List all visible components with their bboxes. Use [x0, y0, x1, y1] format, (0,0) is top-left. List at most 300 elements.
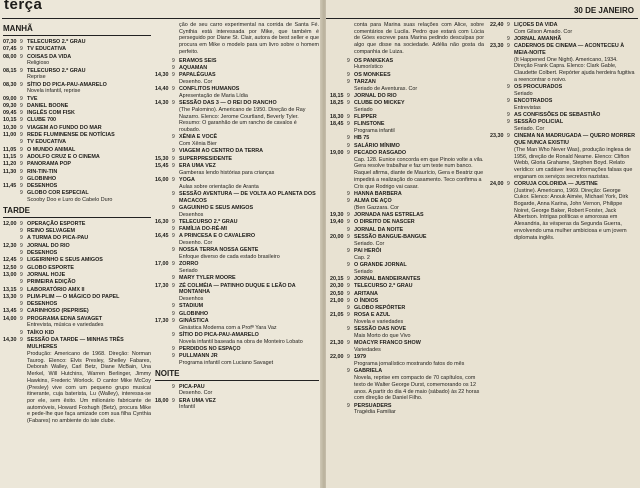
listing-entry — [3, 176, 151, 183]
listing-body — [27, 147, 151, 154]
listing-title: CADERNOS DE CINEMA — ACONTECEU À MEIA-NOITE — [514, 43, 625, 56]
listing-description: Apresentação de Maria Lídia — [179, 92, 248, 99]
listing-body — [27, 228, 151, 235]
channel-number: 9 — [20, 235, 23, 242]
listing-description: Mais Morto do que Vivo — [354, 333, 411, 340]
channel-number: 9 — [20, 190, 23, 197]
listing-body — [27, 82, 151, 95]
listing-title: STADIUM — [179, 303, 204, 310]
listing-entry — [330, 298, 484, 305]
channel-number: 9 — [20, 39, 23, 45]
listing-entry — [155, 163, 319, 176]
listing-time — [330, 326, 347, 339]
listing-entry — [330, 234, 484, 247]
listing-entry — [330, 227, 484, 234]
channel-number: 9 — [347, 305, 350, 312]
channel-number: 9 — [172, 282, 175, 289]
listing-entry — [3, 308, 151, 315]
listing-body — [27, 169, 151, 176]
listing-body — [514, 22, 636, 35]
listing-time — [3, 235, 20, 242]
listing-body — [514, 181, 636, 241]
channel-number: 9 — [507, 180, 510, 187]
listing-time: 10,15 — [3, 117, 17, 124]
listing-entry — [155, 303, 319, 310]
channel-number: 9 — [347, 312, 350, 319]
listing-entry — [3, 103, 151, 110]
listing-time: 20,50 — [330, 290, 344, 297]
listing-entry — [3, 169, 151, 176]
listing-time: 19,40 — [330, 219, 344, 226]
listing-body — [354, 291, 484, 298]
listing-time — [155, 58, 172, 65]
channel-number: 9 — [20, 153, 23, 160]
listing-time: 18,00 — [155, 397, 169, 404]
listing-title: PLIM-PLIM — O MÁGICO DO PAPEL — [27, 293, 120, 300]
listing-body — [179, 148, 319, 155]
listing-entry — [330, 312, 484, 325]
listing-body — [27, 301, 151, 308]
listing-title: GLOBINHO — [27, 175, 57, 182]
listing-title: JORNAL HOJE — [27, 271, 66, 278]
listing-entry — [330, 354, 484, 367]
listing-title: TV EDUCATIVA — [27, 46, 67, 53]
listing-title: PANORAMA POP — [27, 161, 72, 168]
listing-description: Desenho. Cor — [179, 78, 213, 85]
channel-number: 9 — [347, 114, 350, 121]
listing-time: 14,30 — [155, 100, 169, 107]
listing-time: 20,15 — [330, 276, 344, 282]
listing-title: SÍTIO DO PICA-PAU-AMARELO — [179, 332, 259, 338]
channel-number: 9 — [347, 71, 350, 78]
channel-number: 9 — [20, 161, 23, 168]
channel-number: 9 — [172, 332, 175, 338]
listing-entry — [155, 58, 319, 65]
listing-time — [490, 112, 507, 119]
channel-number: 9 — [507, 43, 510, 50]
column-right-1 — [330, 22, 484, 488]
listing-body — [179, 398, 319, 411]
listing-body — [27, 337, 151, 350]
channel-number: 9 — [20, 301, 23, 308]
channel-number: 9 — [20, 81, 23, 88]
listing-title: SÍTIO DO PICA-PAU-AMARELO — [27, 81, 107, 88]
listing-title: SESSÃO DA TARDE — MINHAS TRÊS MULHERES — [27, 337, 124, 350]
listing-time: 18,15 — [330, 92, 344, 99]
listing-title: PERDIDOS NO ESPAÇO — [179, 346, 241, 352]
listing-body — [179, 303, 319, 310]
channel-number: 9 — [172, 86, 175, 93]
listing-title: REDE FLUMINENSE DE NOTÍCIAS — [27, 132, 115, 139]
listing-description: Ginástica Moderna com a Profª Yara Vaz — [179, 324, 277, 331]
channel-number: 9 — [347, 402, 350, 409]
listing-title: JORNAL BANDEIRANTES — [354, 276, 421, 282]
listing-description: Scooby Doo e Luro do Cabelo Duro — [27, 197, 113, 204]
listing-body — [354, 354, 484, 367]
listing-body — [27, 132, 151, 139]
channel-number: 9 — [20, 183, 23, 190]
channel-number: 9 — [347, 368, 350, 375]
listing-title: ALMA DE AÇO — [354, 198, 392, 205]
listing-entry — [330, 326, 484, 339]
listing-time: 21,05 — [330, 312, 344, 319]
channel-number: 9 — [347, 92, 350, 99]
listing-body — [354, 191, 484, 198]
listing-description: Aulas sobre orientação de Aranta — [179, 183, 259, 190]
listing-time — [330, 198, 347, 211]
listing-description: Novela infantil, reprise — [27, 88, 81, 95]
listing-body — [354, 248, 484, 261]
listing-body — [179, 353, 319, 366]
listing-description: Enfoque diverso de cada estado brasileiro — [179, 254, 280, 261]
listing-description: Variedades — [354, 347, 381, 354]
channel-number: 9 — [172, 218, 175, 225]
listing-time: 09,45 — [3, 110, 17, 117]
listing-body — [354, 150, 484, 190]
listing-title: TVE — [27, 95, 38, 102]
listing-time: 15,45 — [155, 162, 169, 169]
channel-number: 9 — [20, 228, 23, 235]
page-date: 30 DE JANEIRO — [573, 6, 634, 15]
listing-body — [179, 65, 319, 72]
channel-number: 9 — [20, 264, 23, 271]
listing-body — [27, 257, 151, 264]
channel-number: 9 — [347, 212, 350, 219]
section-noite: NOITE — [155, 369, 319, 381]
listing-entry — [3, 161, 151, 168]
listing-body — [354, 368, 484, 402]
listing-title: FLIPPER — [354, 114, 377, 121]
listing-body — [354, 198, 484, 211]
listing-title: MARY TYLER MOORE — [179, 275, 236, 282]
listing-body — [354, 135, 484, 142]
channel-number: 9 — [347, 297, 350, 304]
listing-title: RIN-TIN-TIN — [27, 168, 58, 175]
listing-title: DESENHOS — [27, 250, 58, 257]
listing-body — [354, 72, 484, 79]
listing-entry — [155, 346, 319, 353]
listing-entry — [3, 250, 151, 257]
listing-time — [330, 305, 347, 312]
listing-entry — [3, 272, 151, 279]
listing-entry — [330, 340, 484, 353]
listing-entry — [490, 98, 636, 111]
listing-time: 23,30 — [490, 43, 504, 50]
listing-body — [179, 261, 319, 274]
listing-entry — [155, 398, 319, 411]
channel-number: 9 — [172, 190, 175, 197]
listing-time: 17,00 — [155, 261, 169, 268]
listing-title: TELECURSO 2.º GRAU — [27, 39, 86, 45]
listing-body — [27, 161, 151, 168]
listing-description: Com Xênia Bier — [179, 140, 217, 147]
listing-entry — [3, 125, 151, 132]
listing-body — [27, 176, 151, 183]
channel-number: 9 — [20, 279, 23, 286]
listing-time: 22,40 — [490, 22, 504, 28]
channel-number: 9 — [172, 204, 175, 211]
channel-number: 9 — [347, 190, 350, 197]
channel-number: 9 — [172, 72, 175, 79]
listing-title: ROSA E AZUL — [354, 312, 391, 319]
listing-title: VIAGEM AO FUNDO DO MAR — [27, 124, 102, 131]
channel-number: 9 — [20, 220, 23, 227]
listing-body — [354, 298, 484, 305]
header-rule — [2, 18, 320, 19]
listing-entry — [330, 219, 484, 226]
listing-title: DESENHOS — [27, 301, 58, 308]
listing-title: SESSÃO AVENTURA — DE VOLTA AO PLANETA DOS MACACOS — [179, 190, 316, 204]
listing-title: JORNAL DO RIO — [354, 92, 397, 99]
channel-number: 9 — [172, 64, 175, 71]
listing-entry — [3, 46, 151, 53]
listing-time — [3, 190, 20, 203]
listing-body — [354, 326, 484, 339]
channel-number: 9 — [20, 53, 23, 60]
listing-entry — [330, 262, 484, 275]
listing-time: 08,00 — [3, 53, 17, 60]
listing-body — [179, 86, 319, 99]
listing-title: FAMÍLIA DO-RÉ-MI — [179, 226, 228, 233]
listing-body — [354, 58, 484, 71]
listing-description: Novela e variedades — [354, 319, 404, 326]
listing-entry — [330, 248, 484, 261]
listing-body — [354, 219, 484, 226]
listing-time — [3, 279, 20, 286]
channel-number: 9 — [347, 290, 350, 297]
listing-entry — [490, 22, 636, 35]
listing-body — [27, 272, 151, 279]
listing-title: CLUBE DO MICKEY — [354, 100, 405, 107]
channel-number: 9 — [20, 146, 23, 153]
listing-time — [155, 275, 172, 282]
listing-body — [27, 287, 151, 294]
listing-title: TARZAN — [354, 78, 376, 85]
listing-entry — [3, 139, 151, 146]
listing-body — [354, 93, 484, 100]
channel-number: 9 — [347, 135, 350, 142]
listing-entry — [490, 181, 636, 241]
listing-time: 13,30 — [3, 293, 17, 300]
listing-title: PICA-PAU — [179, 383, 205, 390]
column-right-2 — [490, 22, 636, 488]
listing-title: TELECURSO 2.º GRAU — [354, 283, 413, 290]
listing-description: Gamberas lendo histórias para crianças — [179, 169, 275, 176]
listing-time: 19,00 — [330, 150, 344, 156]
listing-title: O MUNDO ANIMAL — [27, 146, 76, 153]
listing-entry — [155, 226, 319, 233]
channel-number: 9 — [347, 57, 350, 64]
listing-time — [3, 139, 20, 146]
listing-time — [490, 36, 507, 43]
listing-entry — [330, 191, 484, 198]
listing-entry — [155, 65, 319, 72]
channel-number: 9 — [347, 326, 350, 333]
listing-description: Seriado — [354, 106, 373, 113]
listing-body — [514, 84, 636, 97]
listing-entry — [155, 261, 319, 274]
listing-description: Com Gilson Amado. Cor — [514, 28, 573, 35]
listing-description: Cap. 2 — [354, 254, 370, 261]
channel-number: 9 — [347, 198, 350, 205]
listing-description: Seriado. Cor — [354, 240, 385, 247]
listing-description: (Ben Gazzara. Cor — [354, 204, 399, 211]
listing-title: ERA UMA VEZ — [179, 397, 216, 404]
listing-description: Seriado. Cor — [514, 126, 545, 133]
listing-entry — [3, 154, 151, 161]
listing-description: Seriado — [179, 268, 198, 275]
listing-entry — [155, 332, 319, 345]
listing-body — [514, 43, 636, 83]
listing-time: 08,30 — [3, 81, 17, 88]
listing-body — [514, 119, 636, 132]
listing-body — [27, 308, 151, 315]
listing-title: AS CONFISSÕES DE SEBASTIÃO — [514, 112, 601, 119]
listing-entry — [490, 112, 636, 119]
channel-number: 9 — [507, 133, 510, 140]
listing-body — [514, 133, 636, 180]
channel-number: 9 — [172, 155, 175, 162]
listing-title: O GRANDE JORNAL — [354, 262, 407, 268]
channel-number: 9 — [347, 340, 350, 347]
listing-entry — [3, 279, 151, 286]
listing-body — [27, 279, 151, 286]
listing-time: 23,30 — [490, 133, 504, 140]
listing-title: GABRIELA — [354, 368, 383, 375]
listing-time: 14,00 — [3, 315, 17, 322]
listing-body — [354, 227, 484, 234]
listing-time: 17,30 — [155, 282, 169, 289]
listing-entry — [330, 305, 484, 312]
listing-body — [27, 265, 151, 272]
listing-time — [155, 205, 172, 218]
listing-title: DESENHOS — [27, 183, 58, 190]
listing-body — [27, 139, 151, 146]
listing-body — [354, 312, 484, 325]
listing-time — [3, 301, 20, 308]
channel-number: 9 — [172, 176, 175, 183]
listing-title: TELECURSO 2.º GRAU — [27, 67, 86, 74]
listing-title: OS PROCURADOS — [514, 84, 563, 91]
listing-entry — [330, 150, 484, 190]
listing-time: 13,00 — [3, 271, 17, 278]
channel-number: 9 — [20, 315, 23, 322]
listing-body — [179, 177, 319, 190]
listing-description: Seriado de Aventuras. Cor — [354, 85, 418, 92]
listing-body — [179, 191, 319, 204]
listing-title: LABORATÓRIO AMX II — [27, 286, 85, 293]
channel-number: 9 — [347, 234, 350, 240]
channel-number: 9 — [20, 67, 23, 74]
listing-time: 12,00 — [3, 220, 17, 227]
listing-time: 14,30 — [155, 72, 169, 79]
channel-number: 9 — [347, 262, 350, 268]
listing-title: ERA UMA VEZ — [179, 162, 216, 169]
listing-entry — [330, 403, 484, 416]
listing-title: OS PANKEKAS — [354, 57, 394, 64]
listing-description: (The Man Who Never Was), produção inglesa de 1956, direção de Ronald Neame. Elenco: Clifton Webb, Gloria Grahame, Stephen Boyd. Relato verídico: um cadáver leva informações falsas que enganam os serviços secretos nazistas. — [514, 146, 633, 180]
listing-time — [3, 228, 20, 235]
listing-time — [330, 191, 347, 198]
listing-time — [155, 384, 172, 397]
listing-title: GINÁSTICA — [179, 318, 209, 324]
listing-title: VIAGEM AO CENTRO DA TERRA — [179, 148, 264, 155]
listing-body — [179, 275, 319, 282]
listing-time: 20,30 — [330, 283, 344, 290]
listing-entry — [3, 294, 151, 301]
listing-title: OS MONKEES — [354, 71, 391, 78]
channel-number: 9 — [172, 233, 175, 240]
channel-number: 9 — [20, 95, 23, 102]
listing-title: ERAMOS SEIS — [179, 57, 217, 64]
channel-number: 9 — [172, 247, 175, 254]
listing-entry — [155, 311, 319, 318]
channel-number: 9 — [20, 286, 23, 293]
listing-entry — [490, 119, 636, 132]
channel-number: 9 — [347, 78, 350, 85]
listing-time — [330, 227, 347, 234]
listing-body — [179, 156, 319, 163]
channel-number: 9 — [172, 346, 175, 352]
listing-title: ZÉ COLMÉIA — PATINHO DUQUE E LEÃO DA MONTANHA — [179, 282, 296, 296]
listing-title: GLOBO ESPORTE — [27, 264, 75, 271]
listing-time: 11,30 — [3, 168, 17, 175]
listing-body — [354, 403, 484, 416]
afternoon-list — [155, 58, 319, 367]
listing-entry — [330, 72, 484, 79]
channel-number: 9 — [20, 124, 23, 131]
listing-time: 19,30 — [330, 212, 344, 219]
listing-entry — [3, 110, 151, 117]
listing-title: SALÁRIO MÍNIMO — [354, 142, 400, 149]
channel-number: 9 — [172, 261, 175, 268]
listing-time — [155, 226, 172, 233]
listing-entry — [155, 233, 319, 246]
listing-title: AQUAMAN — [179, 64, 208, 71]
listing-time: 09,00 — [3, 95, 17, 102]
listing-entry — [330, 121, 484, 134]
listing-description: Novela infantil baseada na obra de Monteiro Lobato — [179, 338, 303, 345]
listing-body — [354, 121, 484, 134]
listing-body — [179, 311, 319, 318]
listing-time: 17,30 — [155, 318, 169, 324]
listing-description: Infantil — [179, 404, 195, 411]
listing-entry — [330, 368, 484, 402]
listing-entry — [3, 183, 151, 190]
channel-number: 9 — [20, 242, 23, 249]
channel-number: 9 — [20, 337, 23, 344]
listing-time — [3, 330, 20, 337]
listing-entry — [330, 93, 484, 100]
listing-time: 12,30 — [3, 242, 17, 249]
listing-title: COISAS DA VIDA — [27, 53, 72, 60]
listing-body — [27, 330, 151, 337]
listing-entry — [3, 117, 151, 124]
listing-title: CONFLITOS HUMANOS — [179, 86, 240, 93]
listing-entry — [3, 132, 151, 139]
listing-title: XÊNIA E VOCÊ — [179, 134, 218, 141]
listing-entry — [490, 84, 636, 97]
listing-entry — [155, 318, 319, 331]
listing-time: 07,45 — [3, 46, 17, 53]
listing-body — [27, 250, 151, 257]
column-left-2 — [155, 22, 319, 488]
listing-entry — [3, 82, 151, 95]
listing-entry — [3, 221, 151, 228]
listing-body — [27, 294, 151, 301]
film-synopsis: Produção: Americano de 1968. Direção: Norman Taurog. Elenco: Elvis Presley, Shelley Fabares, Deborah Walley, Carl Betz, Diane McBain, Una Merkel, Will Hutchins, Warren Berlinger, Jimmy Hawkins, Frederic Worlock. O cantor Mike McCoy (Presley) vive com um pequeno grupo musical itinerante, cuja baterista, Lu (Walley), interessa-se por ele, sem êxito. Um milionário fabricante de automóveis, Howard Foxhugh (Betz), procura Mike e pede-lhe que faça amizade com sua filha Cynthia (Fabares) no ambiente do iate clube. — [27, 351, 151, 425]
listing-title: PAPALÉGUAS — [179, 72, 216, 79]
